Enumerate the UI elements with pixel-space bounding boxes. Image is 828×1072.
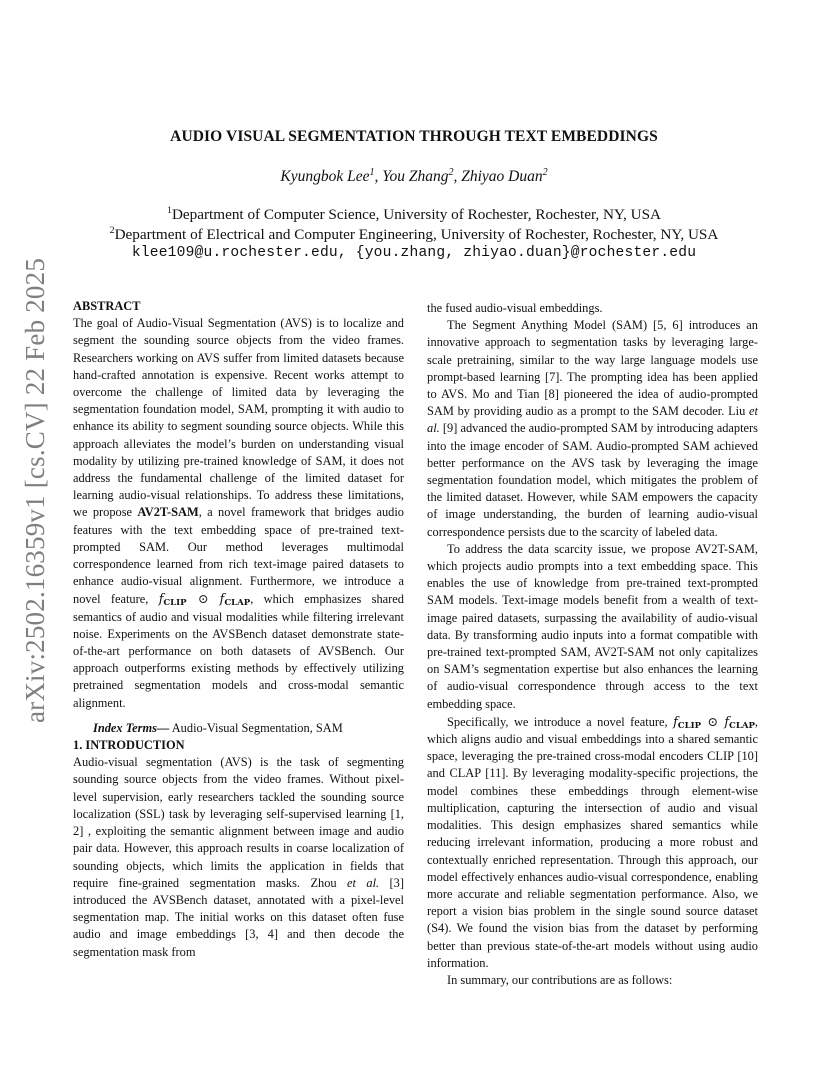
affiliation-1	[0, 206, 828, 224]
intro-paragraph	[73, 754, 404, 960]
left-column	[73, 298, 404, 961]
intro-paragraph	[427, 317, 758, 541]
method-name: AV2T-SAM	[137, 505, 199, 520]
intro-paragraph: To address the data scarcity issue, we propose AV2T-SAM, which projects audio prompts into a text embedding space. This enables the use of knowledge from pre-trained text-prompted SAM models. Text-image models benefit from a wealth of text-image paired datasets, surpassing the availability of audio-visual data. By transforming audio inputs into a format compatible with pre-trained text-prompted SAM, AV2T-SAM not only capitalizes on SAM’s segmentation expertise but also enhances the learning of audio-visual correspondence through access to the text embedding space.	[427, 541, 758, 711]
affiliation-marker: 2	[448, 166, 454, 178]
index-terms	[73, 720, 404, 737]
intro-text: , which aligns audio and visual embeddings into a shared semantic space, leveraging the pre-trained cross-modal encoders CLIP [10] and CLAP [11]. By leveraging modality-specific projections, the model combines these embeddings through element-wise multiplication, capturing the intersection of audio and visual modalities. This design emphasizes shared semantics while reducing irrelevant information, producing a more robust and contextually enriched representation. Through this approach, our model effectively enhances audio-visual correspondence, enabling more accurate and reliable segmentation performance. Also, we report a vision bias problem in the single sound source dataset (S4). We found the vision bias from the dataset by performing better than previous state-of-the-art models without using audio information.	[427, 714, 758, 970]
introduction-heading: 1. INTRODUCTION	[73, 738, 185, 753]
formula-symbol: f	[673, 713, 678, 729]
affiliation-marker: 1	[167, 204, 172, 216]
intro-paragraph-continued: the fused audio-visual embeddings.	[427, 301, 603, 315]
affiliation-marker: 2	[109, 224, 115, 236]
affiliation-text: Department of Computer Science, University of Rochester, Rochester, NY, USA	[171, 206, 661, 223]
intro-text: The Segment Anything Model (SAM) [5, 6] introduces an innovative approach to segmentation tasks by leveraging large-scale pretraining, similar to the way large language models use prompt-based learning [7]. The prompting idea has been applied to AVS. Mo and Tian [8] pioneered the idea of audio-prompted SAM by providing audio as a prompt to the SAM decoder. Liu	[427, 318, 758, 419]
abstract-paragraph	[73, 315, 404, 712]
formula-operator: ⊙	[186, 591, 220, 607]
intro-text-italic: et al.	[427, 404, 758, 436]
index-terms-text: Audio-Visual Segmentation, SAM	[169, 720, 343, 735]
formula-subscript: CLAP	[729, 720, 755, 731]
arxiv-stamp[interactable]	[14, 257, 58, 723]
intro-text: Audio-visual segmentation (AVS) is the task of segmenting sounding source objects from the video frames. Without pixel-level supervision, early researchers tackled the sounding source localization (SSL) task by leveraging self-supervised learning [1, 2] , exploiting the semantic alignment between image and audio pair data. However, this approach results in coarse localization of sounding objects, which limits the application in fields that require fine-grained segmentation masks. Zhou	[73, 755, 404, 890]
affiliation-marker: 2	[542, 166, 548, 178]
abstract-text: , which emphasizes shared semantics of audio and visual modalities while filtering irrelevant noise. Experiments on the AVSBench dataset demonstrate state-of-the-art performance on both datasets of AVSBench. Our approach outperforms existing methods by effectively utilizing pretrained segmentation models and cross-modal semantic alignment.	[73, 592, 405, 710]
author-name: Kyungbok Lee	[280, 168, 370, 185]
author-list: Kyungbok Lee$^1$, You Zhang$^2$, Zhiyao Duan$^2$	[280, 166, 548, 185]
arxiv-identifier[interactable]: arXiv:2502.16359v1 [cs.CV] 22 Feb 2025	[20, 257, 51, 723]
abstract-text: The goal of Audio-Visual Segmentation (AVS) is to localize and segment the sounding source objects from the video frames. Researchers working on AVS suffer from limited datasets because hand-crafted annotation is expensive. Recent works attempt to overcome the challenge of limited data by leveraging the segmentation foundation model, SAM, prompting it with audio to enhance its ability to segment sounding source objects. While this approach alleviates the model’s burden on understanding visual modality by utilizing pre-trained knowledge of SAM, it does not address the fundamental challenge of the limited dataset for learning audio-visual relationships. To address these limitations, we propose	[73, 316, 404, 520]
author-emails: klee109@u.rochester.edu, {you.zhang, zhiyao.duan}@rochester.edu	[131, 245, 697, 261]
formula-subscript: CLAP	[224, 598, 251, 609]
affiliation-2	[0, 226, 828, 244]
formula-symbol: f	[724, 713, 730, 729]
feature-formula	[673, 714, 755, 729]
intro-text: [9] advanced the audio-prompted SAM by introducing adapters into the image encoder of SAM. Audio-prompted SAM achieved better performance on the AVS task by leveraging the image segmentation foundation model, which mitigates the problem of the limited dataset. However, while SAM empowers the capacity of image understanding, the burden of learning audio-visual correspondence persists due to the scarcity of labeled data.	[427, 421, 758, 539]
feature-formula	[158, 591, 251, 609]
formula-symbol: f	[219, 591, 225, 607]
abstract-heading: ABSTRACT	[73, 299, 141, 313]
index-terms-label: Index Terms—	[93, 720, 170, 735]
right-column	[427, 300, 758, 989]
affiliation-text: Department of Electrical and Computer Engineering, University of Rochester, Rochester, NY, USA	[114, 226, 719, 243]
formula-subscript: CLIP	[163, 598, 187, 609]
formula-operator: ⊙	[701, 713, 725, 729]
intro-text: Specifically, we introduce a novel feature,	[447, 714, 674, 729]
abstract-text: , a novel framework that bridges audio features with the text embedding space of pre-trained text-prompted SAM. Our method leverages multimodal correspondence learned from rich text-image paired datasets to enhance audio-visual alignment. Furthermore, we introduce a novel feature,	[73, 505, 404, 607]
author-name: Zhiyao Duan	[461, 168, 543, 185]
formula-symbol: f	[158, 591, 164, 607]
intro-paragraph: In summary, our contributions are as follows:	[447, 972, 673, 987]
intro-text: [3] introduced the AVSBench dataset, annotated with a pixel-level segmentation map. The initial works on this dataset often fuse audio and image embeddings [3, 4] and then decode the segmentation mask from	[73, 875, 405, 959]
formula-subscript: CLIP	[677, 720, 702, 731]
affiliation-marker: 1	[369, 166, 375, 178]
intro-paragraph	[427, 713, 758, 972]
intro-text-italic: et al.	[347, 875, 380, 890]
paper-title: AUDIO VISUAL SEGMENTATION THROUGH TEXT EMBEDDINGS	[170, 128, 658, 145]
author-name: You Zhang	[382, 168, 449, 185]
